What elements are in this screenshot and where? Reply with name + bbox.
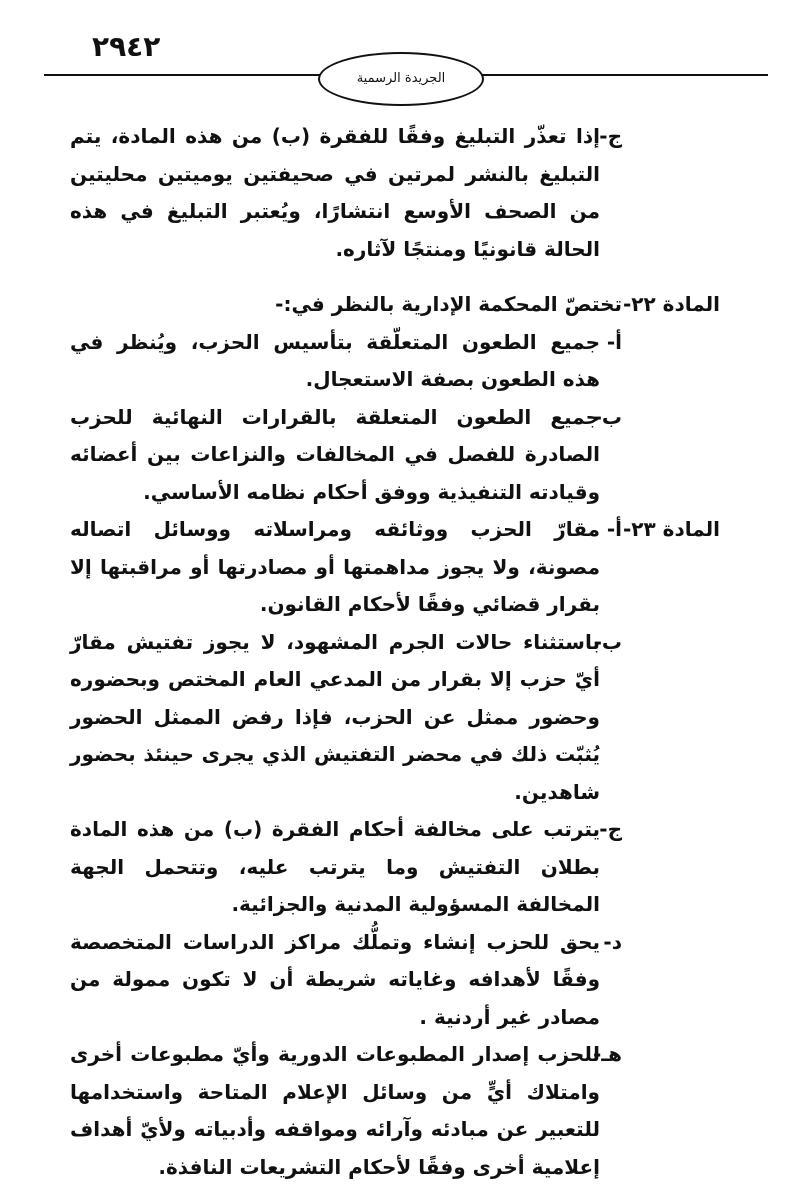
list-item (70, 1036, 622, 1186)
item-marker: ج- (599, 817, 622, 841)
article-23 (70, 511, 720, 1186)
item-text: باستثناء حالات الجرم المشهود، لا يجوز تفتيش مقارّ أيّ حزب إلا بقرار من المدعي العام المختص وبحضوره وحضور ممثل عن الحزب، فإذا رفض الممثل الحضور يُثبّت ذلك في محضر التفتيش الذي يجرى حينئذ بحضور شاهدين. (70, 629, 600, 804)
item-text: يترتب على مخالفة أحكام الفقرة (ب) من هذه المادة بطلان التفتيش وما يترتب عليه، وتتحمل الجهة المخالفة المسؤولية المدنية والجزائية. (70, 817, 600, 916)
gazette-content (70, 118, 720, 1186)
item-marker: هـ- (592, 1042, 622, 1066)
list-item (70, 399, 622, 512)
item-text: يحق للحزب إنشاء وتملُّك مراكز الدراسات المتخصصة وفقًا لأهدافه وغاياته شريطة أن لا تكون ممولة من مصادر غير أردنية . (70, 929, 600, 1029)
item-text: مقارّ الحزب ووثائقه ومراسلاته ووسائل اتصاله مصونة، ولا يجوز مداهمتها أو مصادرتها أو مراقبتها إلا بقرار قضائي وفقًا لأحكام القانون. (70, 517, 600, 616)
list-item (70, 811, 622, 924)
gazette-masthead: الجريدة الرسمية (318, 52, 484, 106)
item-marker: أ- (606, 517, 622, 541)
article-intro: تختصّ المحكمة الإدارية بالنظر في:- (275, 292, 622, 316)
item-marker: ب- (593, 629, 622, 654)
item-text: للحزب إصدار المطبوعات الدورية وأيّ مطبوعات أخرى وامتلاك أيٍّ من وسائل الإعلام المتاحة واستخدامها للتعبير عن مبادئه وآرائه ومواقفه وأدبياته ولأيّ أهداف إعلامية أخرى وفقًا لأحكام التشريعات النافذة. (70, 1042, 600, 1179)
page-number: ٢٩٤٢ (92, 30, 161, 63)
item-marker: د- (603, 929, 622, 954)
item-text: إذا تعذّر التبليغ وفقًا للفقرة (ب) من هذه المادة، يتم التبليغ بالنشر لمرتين في صحيفتين يوميتين محليتين من الصحف الأوسع انتشارًا، ويُعتبر التبليغ في هذه الحالة قانونيًا ومنتجًا لآثاره. (70, 124, 600, 261)
article-number: المادة ٢٣- (622, 517, 720, 541)
item-marker: ب- (593, 404, 622, 429)
article-number: المادة ٢٢- (622, 292, 720, 316)
article-22 (70, 286, 720, 511)
list-item (70, 324, 622, 399)
item-marker: أ- (606, 329, 622, 354)
item-text: جميع الطعون المتعلقة بالقرارات النهائية للحزب الصادرة للفصل في المخالفات والنزاعات بين أعضائه وقيادته التنفيذية ووفق أحكام نظامه الأساسي. (70, 404, 600, 504)
continued-item (70, 118, 720, 268)
list-item (70, 624, 622, 812)
list-item (70, 924, 622, 1037)
item-marker: ج- (599, 124, 622, 148)
item-text: جميع الطعون المتعلّقة بتأسيس الحزب، ويُنظر في هذه الطعون بصفة الاستعجال. (70, 329, 600, 391)
list-item (70, 511, 622, 624)
